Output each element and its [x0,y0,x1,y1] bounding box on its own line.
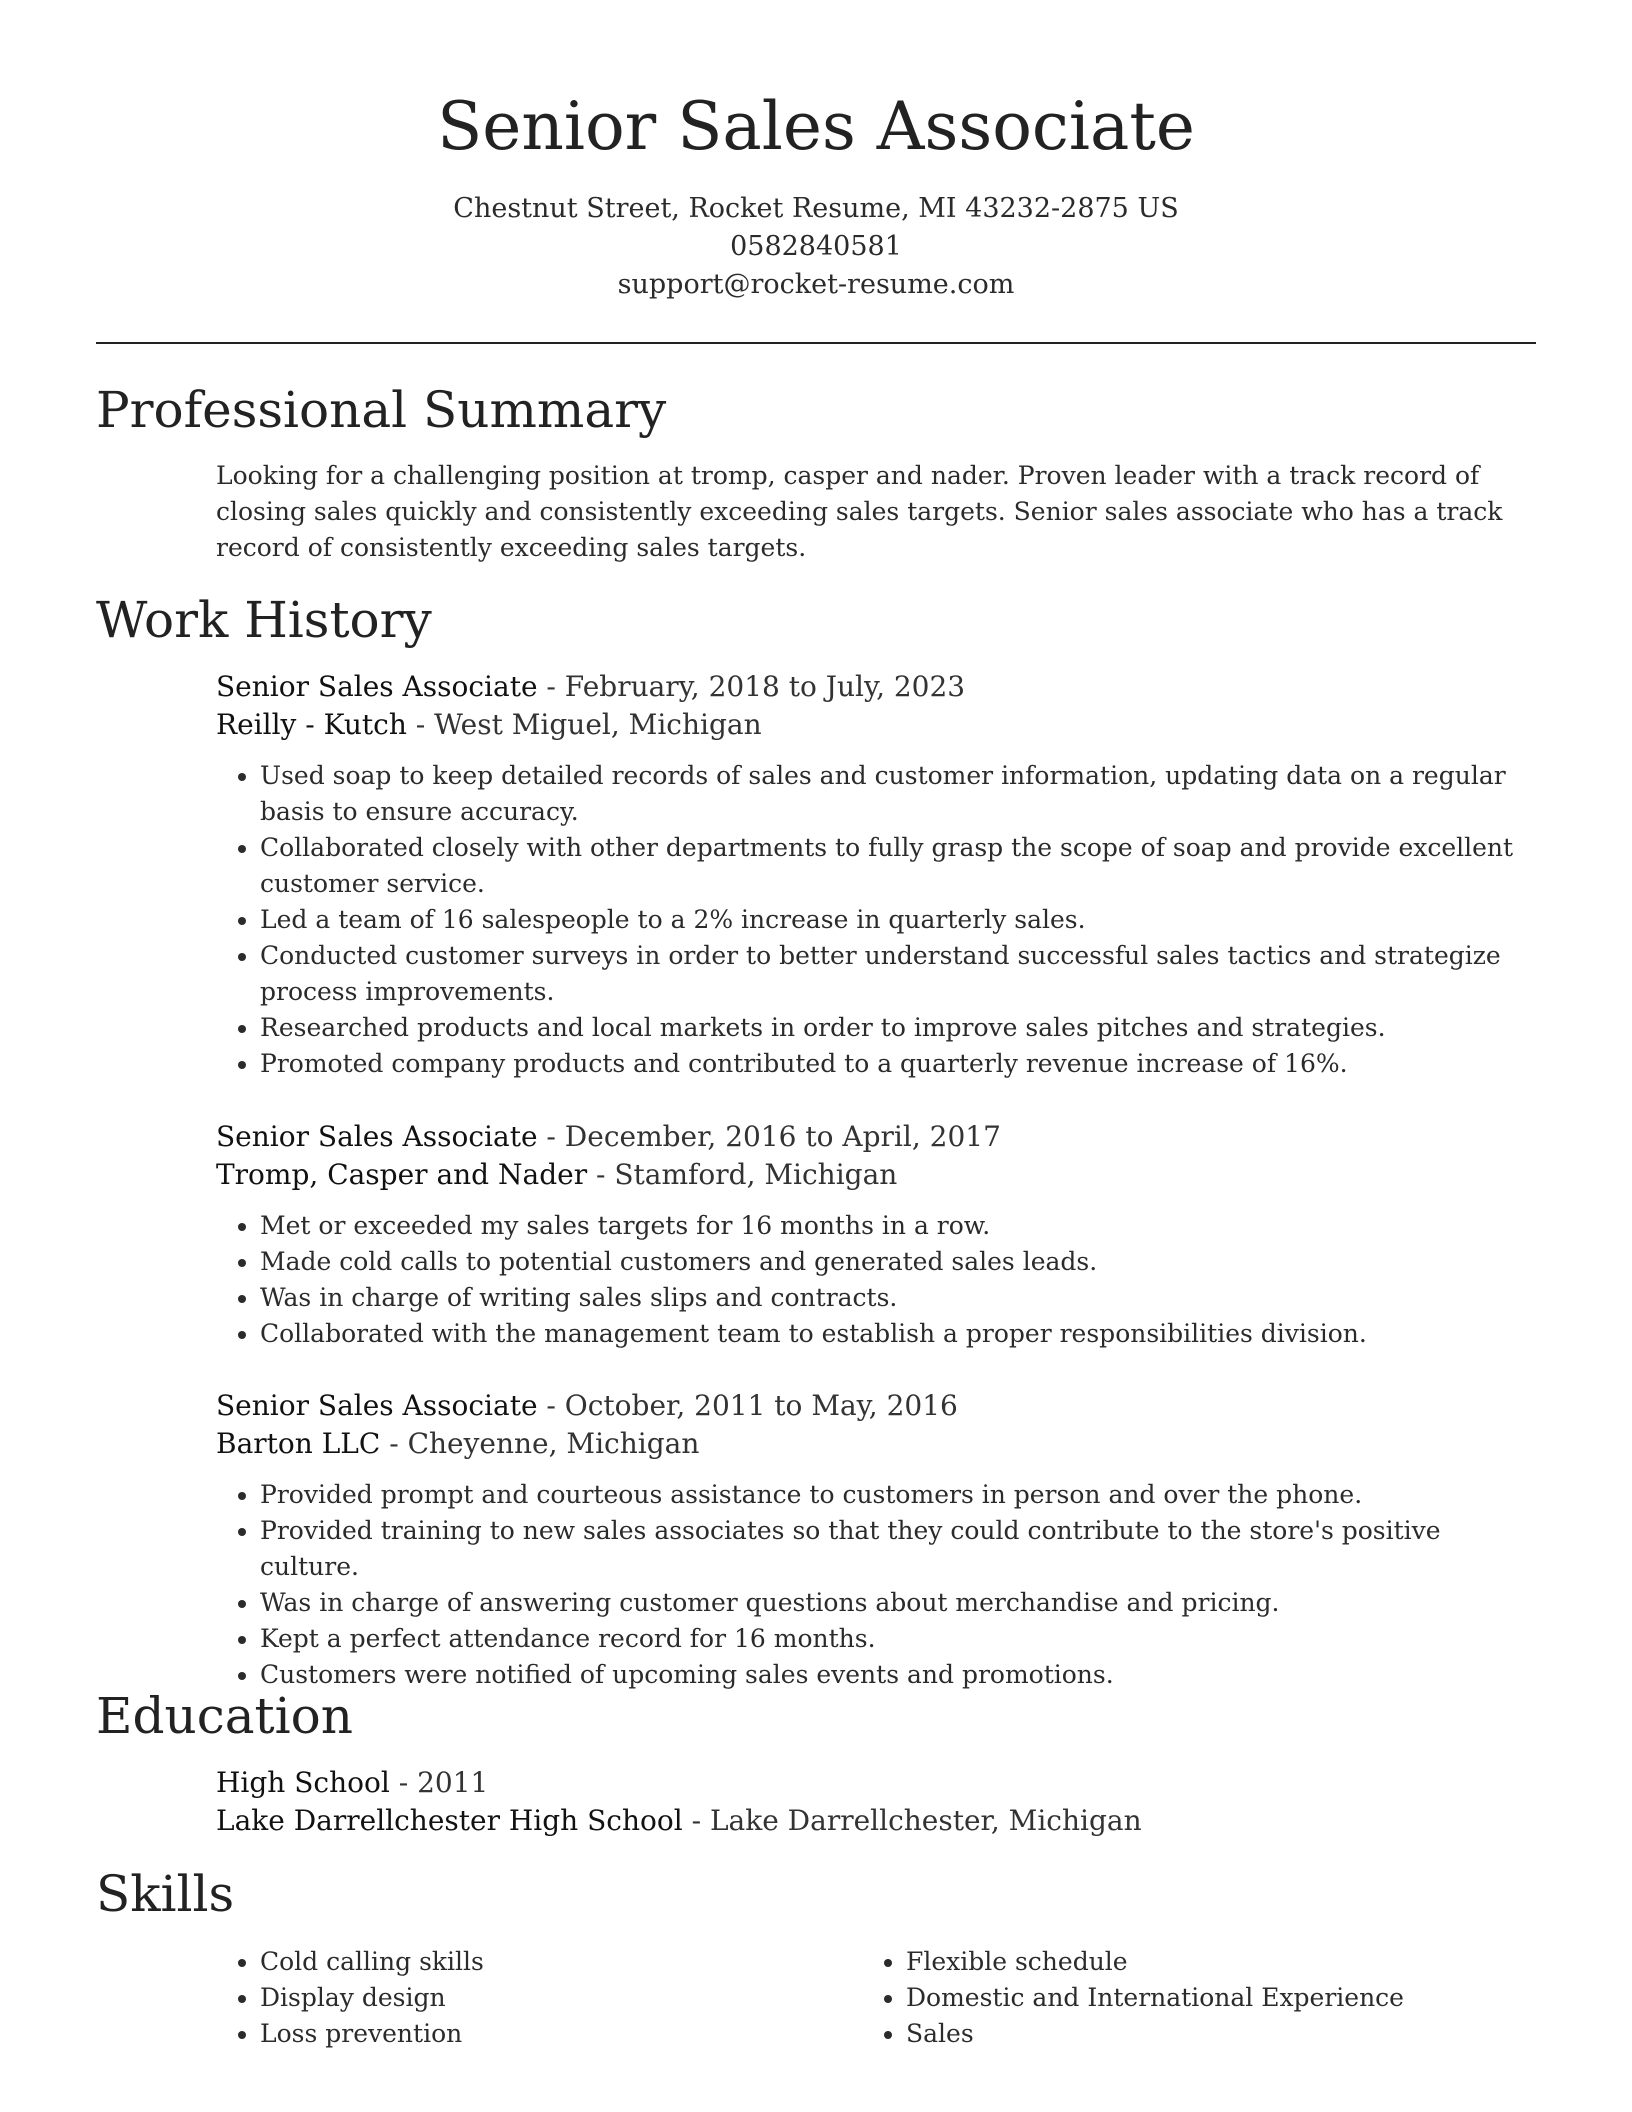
job-location: Cheyenne, Michigan [407,1427,700,1460]
skills-list-right [862,1944,1462,2052]
summary-section [216,458,1506,566]
list-item: • Used soap to keep detailed records of sales and customer information, updating data on a regular basis to ensure accuracy. [260,758,1516,830]
list-item: • Conducted customer surveys in order to better understand successful sales tactics and strategize process improvements. [260,938,1516,1010]
list-item: • Collaborated closely with other departments to fully grasp the scope of soap and provide excellent customer service. [260,830,1516,902]
job-entry-3 [216,1387,1516,1693]
work-history-heading: Work History [96,591,432,649]
education-heading: Education [96,1687,353,1745]
job-entry-2 [216,1118,1516,1352]
list-item: • Kept a perfect attendance record for 16 months. [260,1621,1516,1657]
job-company: Reilly - Kutch [216,708,407,741]
skill-item: • Loss prevention [260,2016,816,2052]
skills-heading: Skills [96,1865,235,1923]
job-role: Senior Sales Associate [216,1389,538,1422]
list-item: • Customers were notified of upcoming sales events and promotions. [260,1657,1516,1693]
job-title-line: Senior Sales Associate - February, 2018 to July, 2023 [216,670,966,703]
contact-email: support@rocket-resume.com [617,269,1015,300]
job-bullets [216,1477,1516,1693]
job-bullets [216,1208,1516,1352]
candidate-name: Senior Sales Associate [437,88,1195,165]
job-title-line: Senior Sales Associate - December, 2016 to April, 2017 [216,1120,1001,1153]
summary-heading: Professional Summary [96,381,667,439]
skill-item: • Flexible schedule [906,1944,1462,1980]
list-item: • Was in charge of answering customer questions about merchandise and pricing. [260,1585,1516,1621]
list-item: • Researched products and local markets in order to improve sales pitches and strategies. [260,1010,1516,1046]
job-dates: October, 2011 to May, 2016 [564,1389,958,1422]
contact-address: Chestnut Street, Rocket Resume, MI 43232-2875 US [453,193,1179,224]
list-item: • Led a team of 16 salespeople to a 2% increase in quarterly sales. [260,902,1516,938]
job-title-line: Senior Sales Associate - October, 2011 to May, 2016 [216,1389,958,1422]
list-item: • Was in charge of writing sales slips and contracts. [260,1280,1516,1316]
job-company-line: Barton LLC - Cheyenne, Michigan [216,1427,700,1460]
list-item: • Promoted company products and contributed to a quarterly revenue increase of 16%. [260,1046,1516,1082]
job-entry-1 [216,668,1516,1082]
education-degree: High School [216,1766,390,1799]
education-school: Lake Darrellchester High School [216,1804,683,1837]
header-divider [96,342,1536,344]
summary-text: Looking for a challenging position at tromp, casper and nader. Proven leader with a track record of closing sales quickly and consistently exceeding sales targets. Senior sales associate who has a track record of consistently exceeding sales targets. [216,461,1503,562]
job-location: Stamford, Michigan [614,1158,898,1191]
list-item: • Met or exceeded my sales targets for 16 months in a row. [260,1208,1516,1244]
job-dates: December, 2016 to April, 2017 [564,1120,1001,1153]
job-role: Senior Sales Associate [216,1120,538,1153]
education-degree-line: High School - 2011 [216,1766,489,1799]
skill-item: • Domestic and International Experience [906,1980,1462,2016]
education-entry [216,1764,1516,1840]
education-school-line: Lake Darrellchester High School - Lake Darrellchester, Michigan [216,1804,1142,1837]
education-year: 2011 [417,1766,489,1799]
resume-header [96,82,1536,304]
skills-column-left [216,1944,816,2052]
skill-item: • Sales [906,2016,1462,2052]
job-company-line: Tromp, Casper and Nader - Stamford, Michigan [216,1158,898,1191]
job-role: Senior Sales Associate [216,670,538,703]
list-item: • Provided prompt and courteous assistance to customers in person and over the phone. [260,1477,1516,1513]
skills-list-left [216,1944,816,2052]
job-location: West Miguel, Michigan [434,708,762,741]
job-bullets [216,758,1516,1082]
skills-column-right [862,1944,1462,2052]
skill-item: • Display design [260,1980,816,2016]
list-item: • Collaborated with the management team to establish a proper responsibilities division. [260,1316,1516,1352]
contact-phone: 0582840581 [730,231,902,262]
job-company: Tromp, Casper and Nader [216,1158,588,1191]
job-dates: February, 2018 to July, 2023 [564,670,966,703]
education-location: Lake Darrellchester, Michigan [709,1804,1142,1837]
list-item: • Provided training to new sales associates so that they could contribute to the store's positive culture. [260,1513,1516,1585]
job-company: Barton LLC [216,1427,381,1460]
job-company-line: Reilly - Kutch - West Miguel, Michigan [216,708,762,741]
list-item: • Made cold calls to potential customers and generated sales leads. [260,1244,1516,1280]
skill-item: • Cold calling skills [260,1944,816,1980]
